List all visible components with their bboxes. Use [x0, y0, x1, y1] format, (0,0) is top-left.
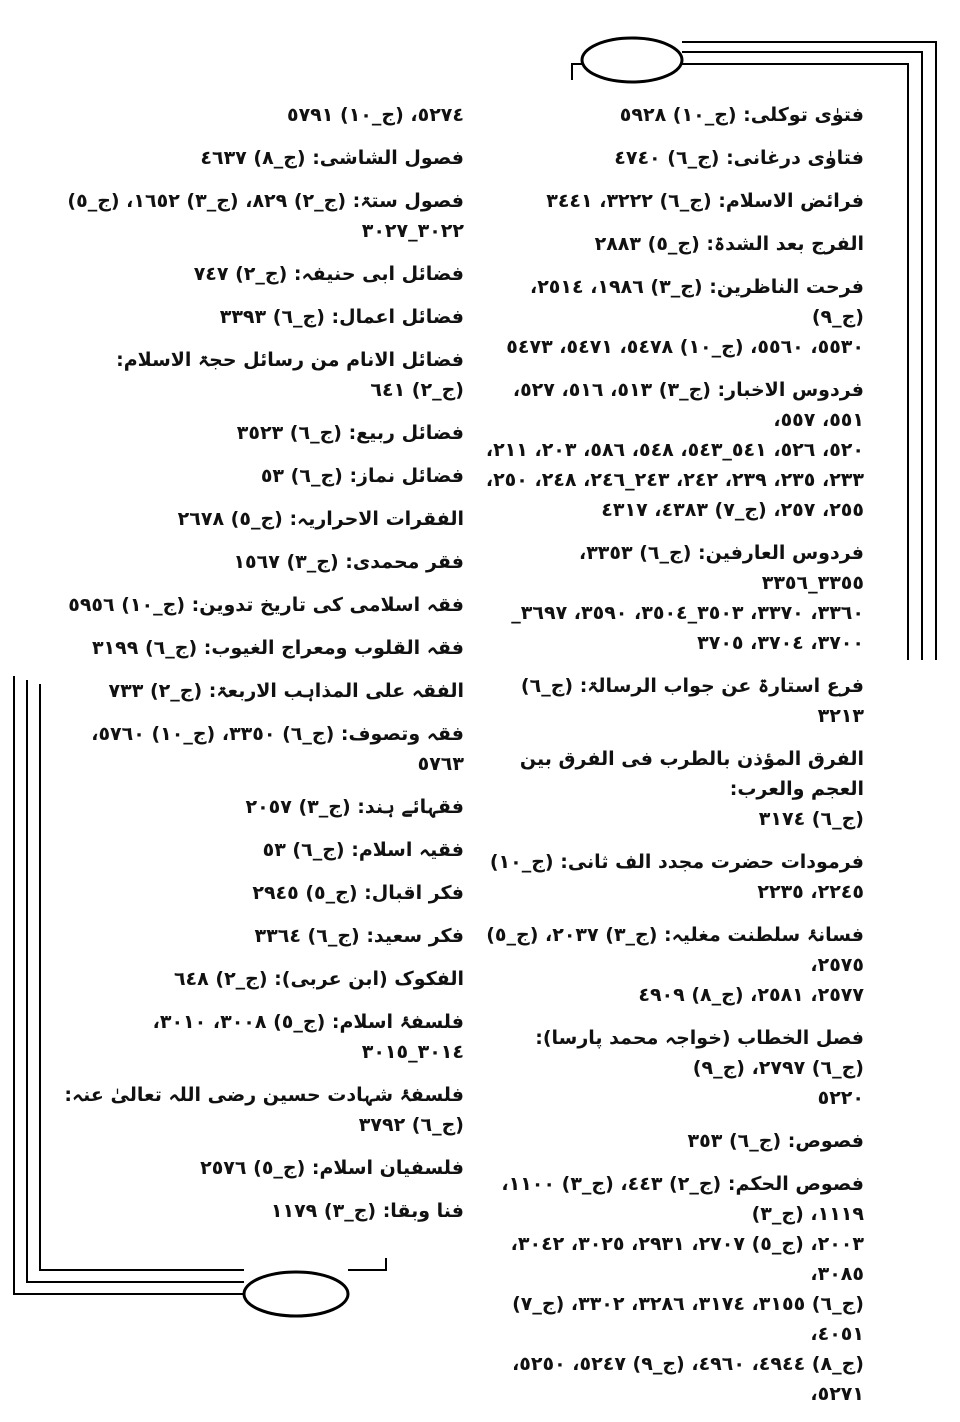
index-entry — [64, 100, 464, 130]
index-entry-line: الفکوک (ابن عربی): (ج_٢) ٦٤٨ — [173, 968, 464, 990]
index-entry-line: فکر سعید: (ج_٦) ٣٣٦٤ — [254, 925, 464, 947]
index-entry-line: الفرق المؤذن بالطرب فی الفرق بین العجم والعرب: — [519, 748, 864, 800]
index-entry — [484, 1023, 864, 1113]
index-entry — [64, 792, 464, 822]
left-column — [64, 100, 464, 1239]
index-entry — [64, 418, 464, 448]
index-entry-line: فصوص الحکم: (ج_٢) ٤٤٣، (ج_٣) ١١٠٠، ١١١٩، (ج_٣) — [501, 1173, 864, 1225]
index-entry-line: فرمودات حضرت مجدد الف ثانی: (ج_١٠) ٢٢٤٥، ٢٢٣٥ — [489, 851, 864, 903]
index-entry-line: الفقہ علی المذاہب الاربعۃ: (ج_٢) ٧٣٣ — [108, 680, 464, 702]
index-entry — [64, 590, 464, 620]
index-entry — [484, 538, 864, 658]
index-entry-line: فلسفیان اسلام: (ج_٥) ٢٥٧٦ — [200, 1157, 464, 1179]
index-entry — [64, 676, 464, 706]
index-entry-line: فرع استارۃ عن جواب الرسالۃ: (ج_٦) ٣٢١٣ — [520, 675, 864, 727]
index-entry — [64, 633, 464, 663]
index-entry-line: فرائض الاسلام: (ج_٦) ٣٢٢٢، ٣٤٤١ — [546, 190, 864, 212]
index-entry — [484, 1169, 864, 1409]
index-entry-line: فضائل ربیع: (ج_٦) ٣٥٢٣ — [236, 422, 464, 444]
bottom-border-lines-right — [348, 1258, 386, 1270]
index-entry — [64, 302, 464, 332]
top-border-lines-left — [572, 64, 582, 80]
index-entry — [64, 504, 464, 534]
index-entry-line: فلسفۂ اسلام: (ج_٥) ٣٠٠٨، ٣٠١٠، ٣٠١٤_٣٠١٥ — [152, 1011, 464, 1063]
index-entry — [64, 719, 464, 779]
index-entry-line: فقیہ اسلام: (ج_٦) ٥٣ — [262, 839, 464, 861]
index-entry-line: فرحت الناظرین: (ج_٣) ١٩٨٦، ٢٥١٤، (ج_٩) — [529, 276, 864, 328]
index-entry-line: ٥٢٧٤، (ج_١٠) ٥٧٩١ — [286, 104, 464, 126]
index-entry — [64, 878, 464, 908]
index-entry-line: الفقرات الاحراریہ: (ج_٥) ٢٦٧٨ — [177, 508, 464, 530]
index-entry — [64, 259, 464, 289]
index-entry — [484, 100, 864, 130]
index-entry — [64, 1080, 464, 1140]
index-entry — [484, 847, 864, 907]
index-entry-line: الفرج بعد الشدۃ: (ج_٥) ٢٨٨٣ — [594, 233, 864, 255]
index-entry-line: فسانۂ سلطنت مغلیہ: (ج_٣) ٢٠٣٧، (ج_٥) ٢٥٧٥، — [486, 924, 864, 976]
index-entry-line: فضائل ابی حنیفہ: (ج_٢) ٧٤٧ — [193, 263, 464, 285]
index-entry-line: فتوٰی توکلی: (ج_١٠) ٥٩٢٨ — [619, 104, 864, 126]
index-entry — [64, 143, 464, 173]
index-entry — [484, 229, 864, 259]
index-entry — [64, 186, 464, 246]
index-entry-line: ٢٥٥، ٢٥٧، (ج_٧) ٤٣٨٣، ٤٣١٧ — [601, 499, 864, 521]
index-entry-line: فقر محمدی: (ج_٣) ١٥٦٧ — [233, 551, 464, 573]
bottom-ornament-ellipse — [244, 1272, 348, 1316]
index-entry-line: ٢٣٣، ٢٣٥، ٢٣٩، ٢٤٢، ٢٤٣_٢٤٦، ٢٤٨، ٢٥٠، — [485, 469, 864, 491]
index-entry — [484, 744, 864, 834]
index-entry-line: فصول الشاشی: (ج_٨) ٤٦٣٧ — [200, 147, 464, 169]
index-entry — [64, 1196, 464, 1226]
index-entry-line: فنا وبقا: (ج_٣) ١١٧٩ — [270, 1200, 464, 1222]
index-entry-line: فصوص: (ج_٦) ٣٥٣ — [687, 1130, 864, 1152]
index-entry — [64, 835, 464, 865]
index-entry-line: (ج_٨) ٤٩٤٤، ٤٩٦٠، (ج_٩) ٥٢٤٧، ٥٢٥٠، ٥٢٧١، — [512, 1353, 864, 1405]
index-entry-line: فصول ستۃ: (ج_٢) ٨٢٩، (ج_٣) ١٦٥٢، (ج_٥) — [67, 190, 464, 212]
index-entry-line: فلسفۂ شہادت حسین رضی اللہ تعالیٰ عنہ: (ج_٦) ٣٧٩٢ — [64, 1084, 464, 1136]
index-entry-line: ٣٧٠٠، ٣٧٠٤، ٣٧٠٥ — [697, 632, 864, 654]
index-entry — [484, 671, 864, 731]
index-entry-line: ٣٣٦٠، ٣٣٧٠، ٣٥٠٣_٣٥٠٤، ٣٥٩٠، ٣٦٩٧_ — [511, 602, 864, 624]
index-entry-line: فقہائے ہند: (ج_٣) ٢٠٥٧ — [245, 796, 464, 818]
index-entry-line: فضائل الانام من رسائل حجۃ الاسلام: (ج_٢) ٦٤١ — [116, 349, 464, 401]
index-entry — [484, 375, 864, 525]
index-entry-line: ٢٥٧٧، ٢٥٨١، (ج_٨) ٤٩٠٩ — [638, 984, 864, 1006]
index-entry — [484, 186, 864, 216]
index-entry-line: ٥٢٢٠ — [817, 1087, 864, 1109]
index-entry-line: فردوس العارفین: (ج_٦) ٣٣٥٣، ٣٣٥٥_٣٣٥٦ — [578, 542, 864, 594]
index-entry-line: فضائل نماز: (ج_٦) ٥٣ — [260, 465, 464, 487]
index-entry — [484, 920, 864, 1010]
index-entry-line: (ج_٦) ٣١٥٥، ٣١٧٤، ٣٢٨٦، ٣٣٠٢، (ج_٧) ٤٠٥١، — [512, 1293, 864, 1345]
index-entry-line: فضائل اعمال: (ج_٦) ٣٣٩٣ — [219, 306, 464, 328]
index-entry-line: فقہ القلوب ومعراج الغیوب: (ج_٦) ٣١٩٩ — [91, 637, 464, 659]
index-entry-line: فردوس الاخبار: (ج_٣) ٥١٣، ٥١٦، ٥٢٧، ٥٥١، ٥٥٧، — [512, 379, 864, 431]
index-entry-line: فکر اقبال: (ج_٥) ٢٩٤٥ — [252, 882, 464, 904]
index-entry-line: (ج_٦) ٣١٧٤ — [758, 808, 864, 830]
index-entry — [64, 547, 464, 577]
index-entry — [64, 345, 464, 405]
index-entry — [64, 1007, 464, 1067]
index-entry — [64, 921, 464, 951]
index-entry-line: ٢٠٠٣، (ج_٥) ٢٧٠٧، ٢٩٣١، ٣٠٢٥، ٣٠٤٢، ٣٠٨٥، — [510, 1233, 864, 1285]
index-entry — [64, 461, 464, 491]
index-entry-line: فقہ وتصوف: (ج_٦) ٣٣٥٠، (ج_١٠) ٥٧٦٠، ٥٧٦٣ — [91, 723, 464, 775]
index-entry-line: فقہ اسلامی کی تاریخ تدوین: (ج_١٠) ٥٩٥٦ — [68, 594, 464, 616]
index-entry-line: ٥٥٣٠، ٥٥٦٠، (ج_١٠) ٥٤٧٨، ٥٤٧١، ٥٤٧٣ — [506, 336, 864, 358]
index-entry — [484, 1126, 864, 1156]
index-entry-line: فتاوٰی درغانی: (ج_٦) ٤٧٤٠ — [614, 147, 864, 169]
index-entry-line: ٣٠٢٢_٣٠٢٧ — [361, 220, 464, 242]
index-entry — [64, 1153, 464, 1183]
index-entry — [484, 272, 864, 362]
index-entry-line: فصل الخطاب (خواجہ محمد پارسا): (ج_٦) ٢٧٩٧، (ج_٩) — [535, 1027, 864, 1079]
index-entry — [64, 964, 464, 994]
index-entry — [484, 143, 864, 173]
right-column — [484, 100, 864, 1422]
index-entry-line: ٥٢٠، ٥٢٦، ٥٤١_٥٤٣، ٥٤٨، ٥٨٦، ٢٠٣، ٢١١، — [485, 439, 864, 461]
top-ornament-ellipse — [582, 38, 682, 82]
